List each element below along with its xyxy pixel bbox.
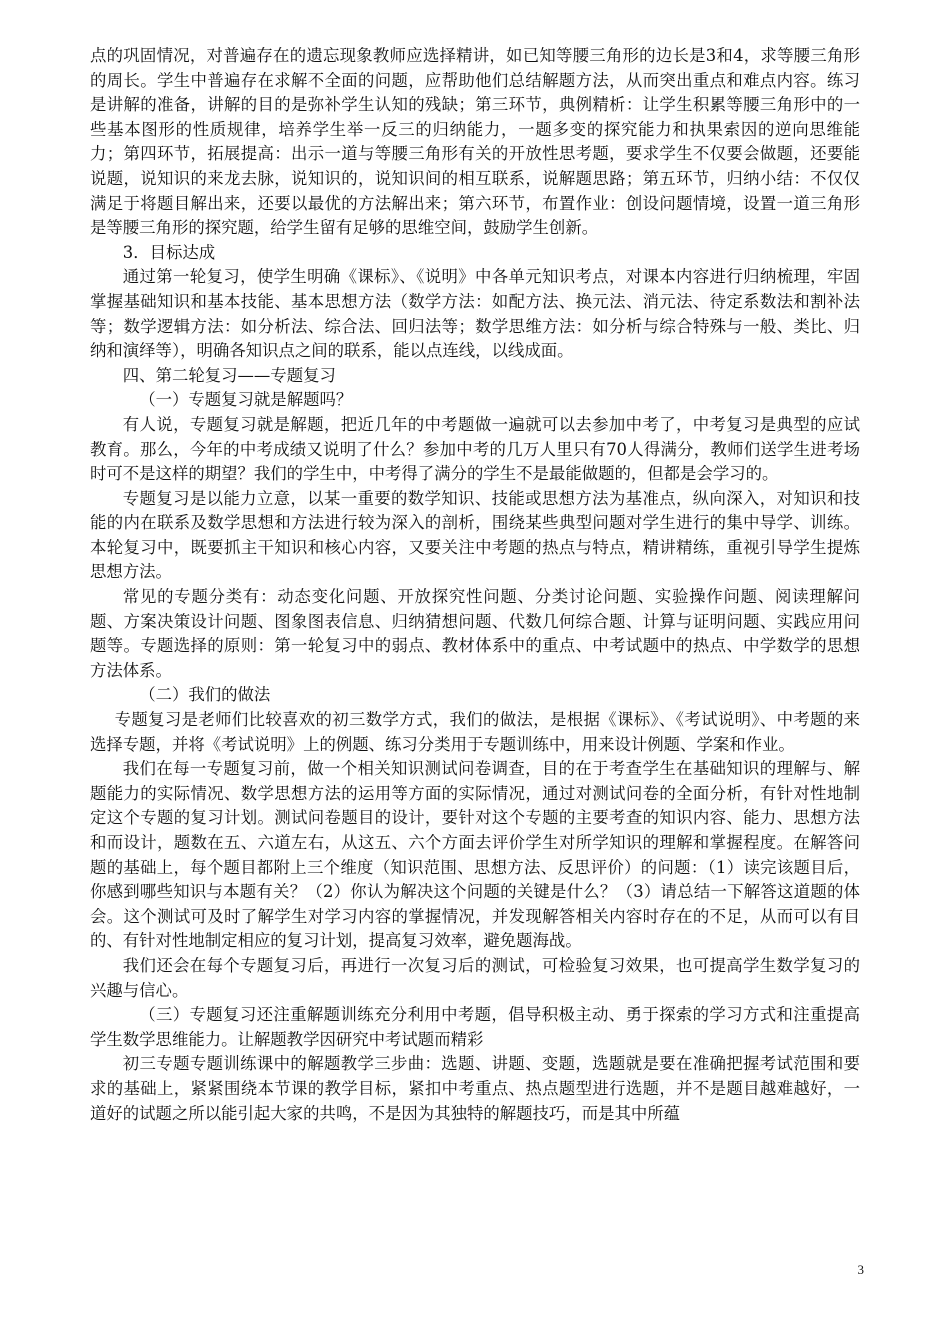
paragraph-some-say: 有人说，专题复习就是解题，把近几年的中考题做一遍就可以去参加中考了，中考复习是典型的应试教育。那么，今年的中考成绩又说明了什么？参加中考的几万人里只有70人得满分，教师们送学生进考场时可不是这样的期望？我们的学生中，中考得了满分的学生不是最能做题的，但都是会学习的。 <box>90 414 860 484</box>
paragraph-topic-review-definition: 专题复习是以能力立意，以某一重要的数学知识、技能或思想方法为基准点，纵向深入，对知识和技能的内在联系及数学思想和方法进行较为深入的剖析，围绕某些典型问题对学生进行的集中导学、训练。本轮复习中，既要抓主干知识和核心内容，又要关注中考题的热点与特点，精讲精练，重视引导学生提炼思想方法。 <box>90 488 860 582</box>
paragraph-topic-categories: 常见的专题分类有：动态变化问题、开放探究性问题、分类讨论问题、实验操作问题、阅读理解问题、方案决策设计问题、图象图表信息、归纳猜想问题、代数几何综合题、计算与证明问题、实践应用问题等。专题选择的原则：第一轮复习中的弱点、教材体系中的重点、中考试题中的热点、中学数学的思想方法体系。 <box>90 587 860 680</box>
paragraph-pre-test: 我们在每一专题复习前，做一个相关知识测试问卷调查，目的在于考查学生在基础知识的理解与、解题能力的实际情况、数学思想方法的运用等方面的实际情况，通过对测试问卷的全面分析，有针对性地制定这个专题的复习计划。测试问卷题目的设计，要针对这个专题的主要考查的知识内容、能力、思想方法和而设计，题数在五、六道左右，从这五、六个方面去评价学生对所学知识的理解和掌握程度。在解答问题的基础上，每个题目都附上三个维度（知识范围、思想方法、反思评价）的问题：（1）读完该题目后，你感到哪些知识与本题有关？（2）你认为解决这个问题的关键是什么？（3）请总结一下解答这道题的体会。这个测试可及时了解学生对学习内容的掌握情况，并发现解答相关内容时存在的不足，从而可以有目的、有针对性地制定相应的复习计划，提高复习效率，避免题海战。 <box>90 759 860 951</box>
page-number: 3 <box>857 1262 864 1277</box>
subheading-exam-questions: （三）专题复习还注重解题训练充分利用中考题，倡导积极主动、勇于探索的学习方式和注重提高学生数学思维能力。让解题教学因研究中考试题而精彩 <box>90 1005 860 1049</box>
heading-second-round-review: 四、第二轮复习——专题复习 <box>122 365 336 385</box>
heading-goal-achievement: 3．目标达成 <box>122 242 216 262</box>
document-body <box>90 44 860 1126</box>
paragraph-three-steps: 初三专题专题训练课中的解题教学三步曲：选题、讲题、变题，选题就是要在准确把握考试范围和要求的基础上，紧紧围绕本节课的教学目标，紧扣中考重点、热点题型进行选题，并不是题目越难越好，一道好的试题之所以能引起大家的共鸣，不是因为其独特的解题技巧，而是其中所蕴 <box>90 1054 860 1123</box>
paragraph-approach-intro: 专题复习是老师们比较喜欢的初三数学方式，我们的做法，是根据《课标》、《考试说明》、中考题的来选择专题，并将《考试说明》上的例题、练习分类用于专题训练中，用来设计例题、学案和作业。 <box>90 710 860 754</box>
paragraph-post-test: 我们还会在每个专题复习后，再进行一次复习后的测试，可检验复习效果，也可提高学生数学复习的兴趣与信心。 <box>90 955 860 1000</box>
paragraph-first-round-goal: 通过第一轮复习，使学生明确《课标》、《说明》中各单元知识考点，对课本内容进行归纳梳理，牢固掌握基础知识和基本技能、基本思想方法（数学方法：如配方法、换元法、消元法、待定系数法和割补法等；数学逻辑方法：如分析法、综合法、回归法等；数学思维方法：如分析与综合特殊与一般、类比、归纳和演绎等），明确各知识点之间的联系，能以点连线，以线成面。 <box>90 267 860 361</box>
subheading-is-it-solving: （一）专题复习就是解题吗？ <box>139 390 353 410</box>
paragraph-review-steps: 点的巩固情况，对普遍存在的遗忘现象教师应选择精讲，如已知等腰三角形的边长是3和4，求等腰三角形的周长。学生中普遍存在求解不全面的问题，应帮助他们总结解题方法，从而突出重点和难点内容。练习是讲解的准备，讲解的目的是弥补学生认知的残缺；第三环节，典例精析：让学生积累等腰三角形中的一些基本图形的性质规律，培养学生举一反三的归纳能力，一题多变的探究能力和执果索因的逆向思维能力；第四环节，拓展提高：出示一道与等腰三角形有关的开放性思考题，要求学生不仅要会做题，还要能说题，说知识的来龙去脉，说知识的，说知识间的相互联系，说解题思路；第五环节，归纳小结：不仅仅满足于将题目解出来，还要以最优的方法解出来；第六环节，布置作业：创设问题情境，设置一道三角形是等腰三角形的探究题，给学生留有足够的思维空间，鼓励学生创新。 <box>90 46 860 238</box>
subheading-our-approach: （二）我们的做法 <box>139 685 271 705</box>
